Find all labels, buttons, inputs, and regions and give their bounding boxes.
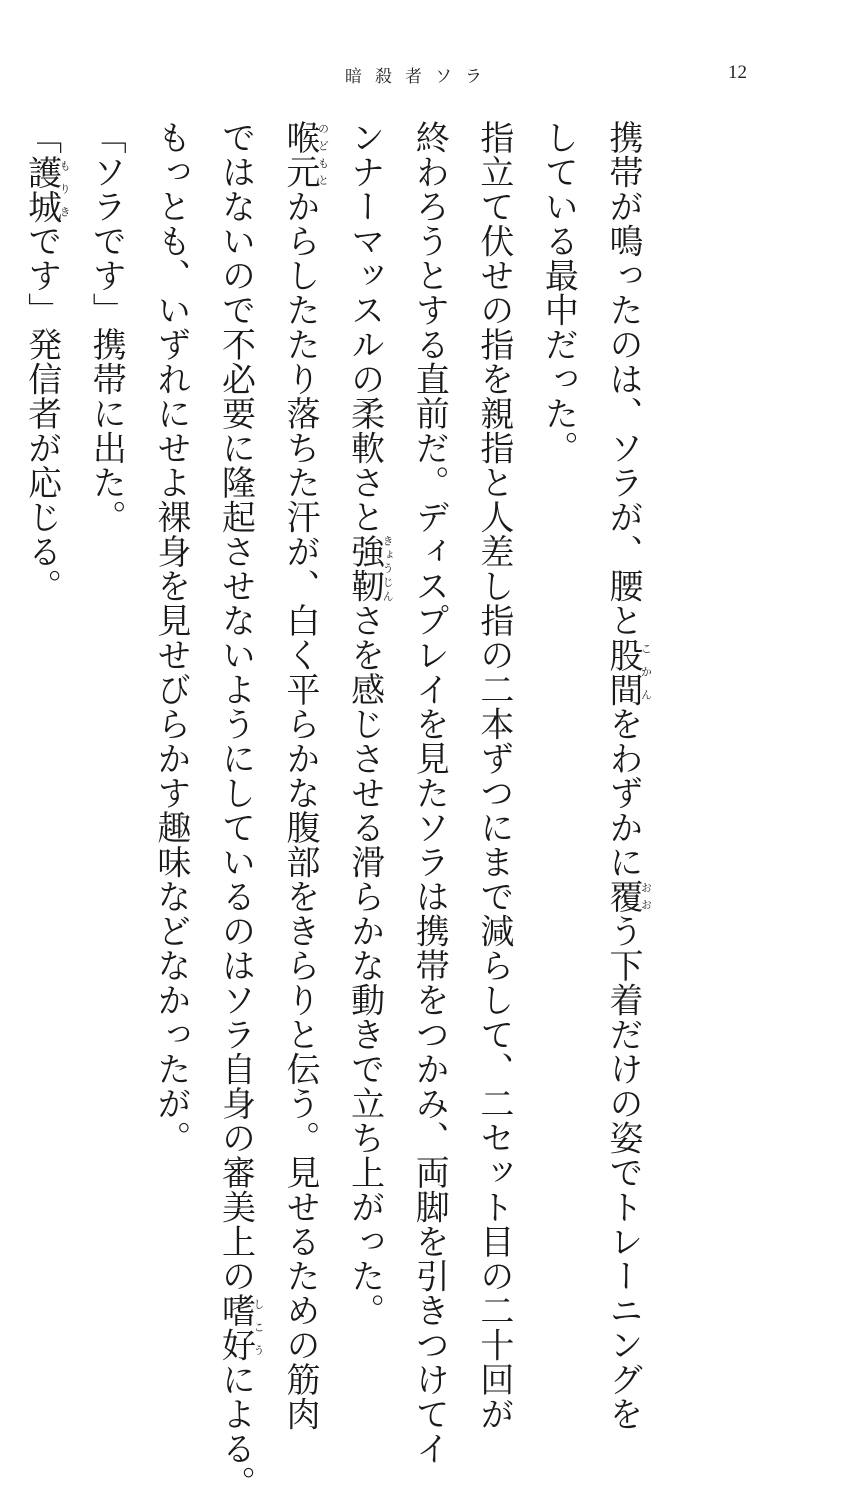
ruby-reading: おお <box>639 879 653 914</box>
text-run: ではないので不必要に隆起させないようにしているのはソラ自身の審美上の <box>215 120 256 1293</box>
ruby-reading: のどもと <box>316 120 330 189</box>
text-line: 終わろうとする直前だ。ディスプレイを見たソラは携帯をつかみ、両脚を引きつけてイ <box>409 120 450 1466</box>
running-head: 暗殺者ソラ <box>345 67 495 87</box>
ruby-reading: きょうじん <box>381 534 395 603</box>
ruby-base: 嗜好 <box>215 1293 256 1362</box>
text-line <box>332 120 397 1328</box>
text-run: からしたたり落ちた汗が、白く平らかな腹部をきらりと伝う。見せるための筋肉 <box>280 189 321 1431</box>
ruby-word <box>344 534 395 603</box>
ruby-base: 股間 <box>603 637 643 707</box>
text-run: ンナーマッスルの柔軟さと <box>344 120 385 534</box>
text-line <box>267 120 332 1431</box>
ruby-word <box>603 637 653 707</box>
text-line <box>0 120 9 1120</box>
ruby-reading: こかん <box>639 637 653 707</box>
text-run: です」発信者が応じる。 <box>21 223 62 603</box>
ruby-base: 喉元 <box>280 120 321 189</box>
page-number: 12 <box>728 62 747 83</box>
ruby-reading: しこう <box>251 1293 265 1362</box>
ruby-base: 覆 <box>603 879 643 914</box>
text-run: 携帯が鳴ったのは、ソラが、腰と <box>603 120 643 638</box>
text-run: 「 <box>21 120 62 155</box>
ruby-reading: もりき <box>58 154 72 224</box>
text-line: 「ソラです」携帯に出た。 <box>86 120 127 534</box>
text-line: もっとも、いずれにせよ裸身を見せびらかす趣味などなかったが。 <box>150 120 191 1155</box>
ruby-word <box>215 1293 265 1362</box>
ruby-base: 強靭 <box>344 534 385 603</box>
text-line: 指立て伏せの指を親指と人差し指の二本ずつにまで減らして、二セット目の二十回が <box>473 120 514 1431</box>
text-line <box>590 120 655 1431</box>
ruby-word <box>21 154 72 224</box>
text-run: う下着だけの姿でトレーニングを <box>603 913 643 1431</box>
ruby-base: 護城 <box>21 154 62 224</box>
ruby-word <box>280 120 330 189</box>
body-text <box>0 120 655 1500</box>
text-line <box>203 120 268 1500</box>
text-run: をわずかに <box>603 706 643 879</box>
text-line <box>9 120 74 1120</box>
ruby-word <box>603 879 653 914</box>
text-run: さを感じさせる滑らかな動きで立ち上がった。 <box>344 603 385 1328</box>
text-line: している最中だった。 <box>538 120 579 465</box>
text-run: による。 <box>215 1362 256 1500</box>
